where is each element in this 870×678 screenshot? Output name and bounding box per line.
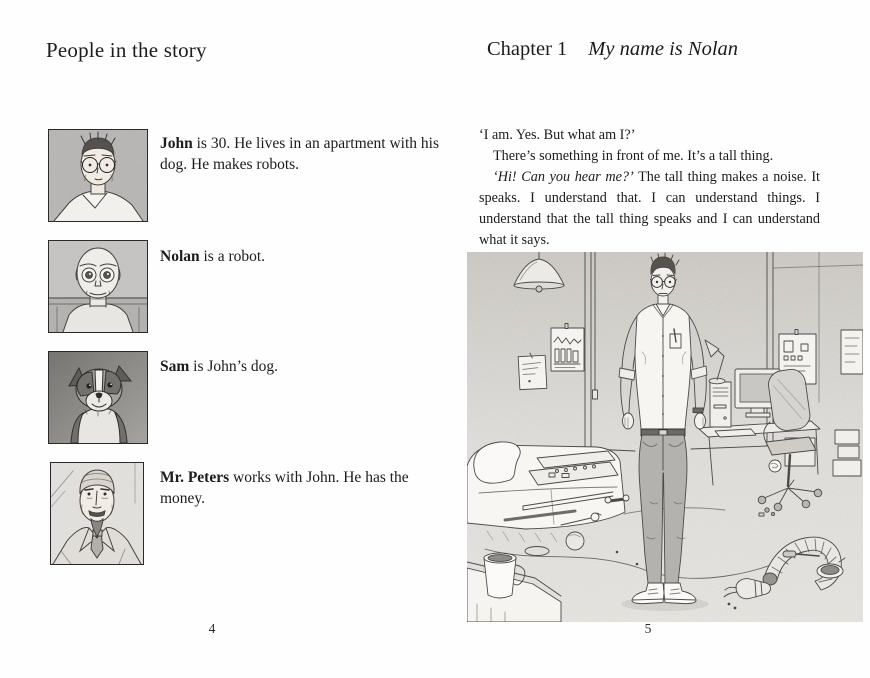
character-name: John <box>160 135 193 152</box>
story-paragraph-rest: The tall thing makes a noise. It speaks. I understand that. I can understand things. I understand that the tall thing speaks and I can understand what it says. <box>479 168 821 248</box>
character-row-john <box>48 129 148 222</box>
portrait-nolan-illustration <box>49 241 147 332</box>
chapter-illustration <box>467 252 863 622</box>
character-description: works with John. He has the money. <box>160 469 409 507</box>
character-name: Sam <box>160 358 190 375</box>
story-paragraph: ‘I am. Yes. But what am I?’ <box>479 127 636 143</box>
character-row-mr-peters <box>50 462 144 565</box>
page-number-right: 5 <box>644 621 652 636</box>
character-description-nolan <box>160 246 455 267</box>
character-description: is John’s dog. <box>189 358 279 375</box>
portrait-sam-illustration <box>49 352 147 443</box>
character-description: is 30. He lives in an apartment with his dog. He makes robots. <box>160 135 439 173</box>
story-paragraph: There’s something in front of me. It’s a tall thing. <box>493 147 774 164</box>
character-name: Nolan <box>160 248 200 265</box>
character-row-nolan <box>48 240 148 333</box>
character-description-john <box>160 133 455 175</box>
character-portrait-nolan <box>48 240 148 333</box>
character-portrait-john <box>48 129 148 222</box>
character-portrait-sam <box>48 351 148 444</box>
portrait-mr-peters-illustration <box>51 463 143 564</box>
chapter-number: Chapter 1 <box>487 38 568 60</box>
spoken-line: ‘Hi! Can you hear me?’ <box>493 168 634 185</box>
story-text <box>479 125 820 250</box>
character-description: is a robot. <box>199 248 266 265</box>
page-title: People in the story <box>46 38 207 62</box>
story-paragraph <box>479 167 820 251</box>
chapter-illustration-drawing <box>467 252 863 622</box>
character-description-sam <box>160 356 455 377</box>
portrait-john-illustration <box>49 130 147 221</box>
chapter-heading <box>487 38 738 61</box>
character-name: Mr. Peters <box>160 469 230 486</box>
character-portrait-mr-peters <box>50 462 144 565</box>
character-row-sam <box>48 351 148 444</box>
character-description-mr-peters <box>160 467 455 509</box>
page-number-left: 4 <box>208 621 216 636</box>
chapter-title: My name is Nolan <box>588 38 739 60</box>
